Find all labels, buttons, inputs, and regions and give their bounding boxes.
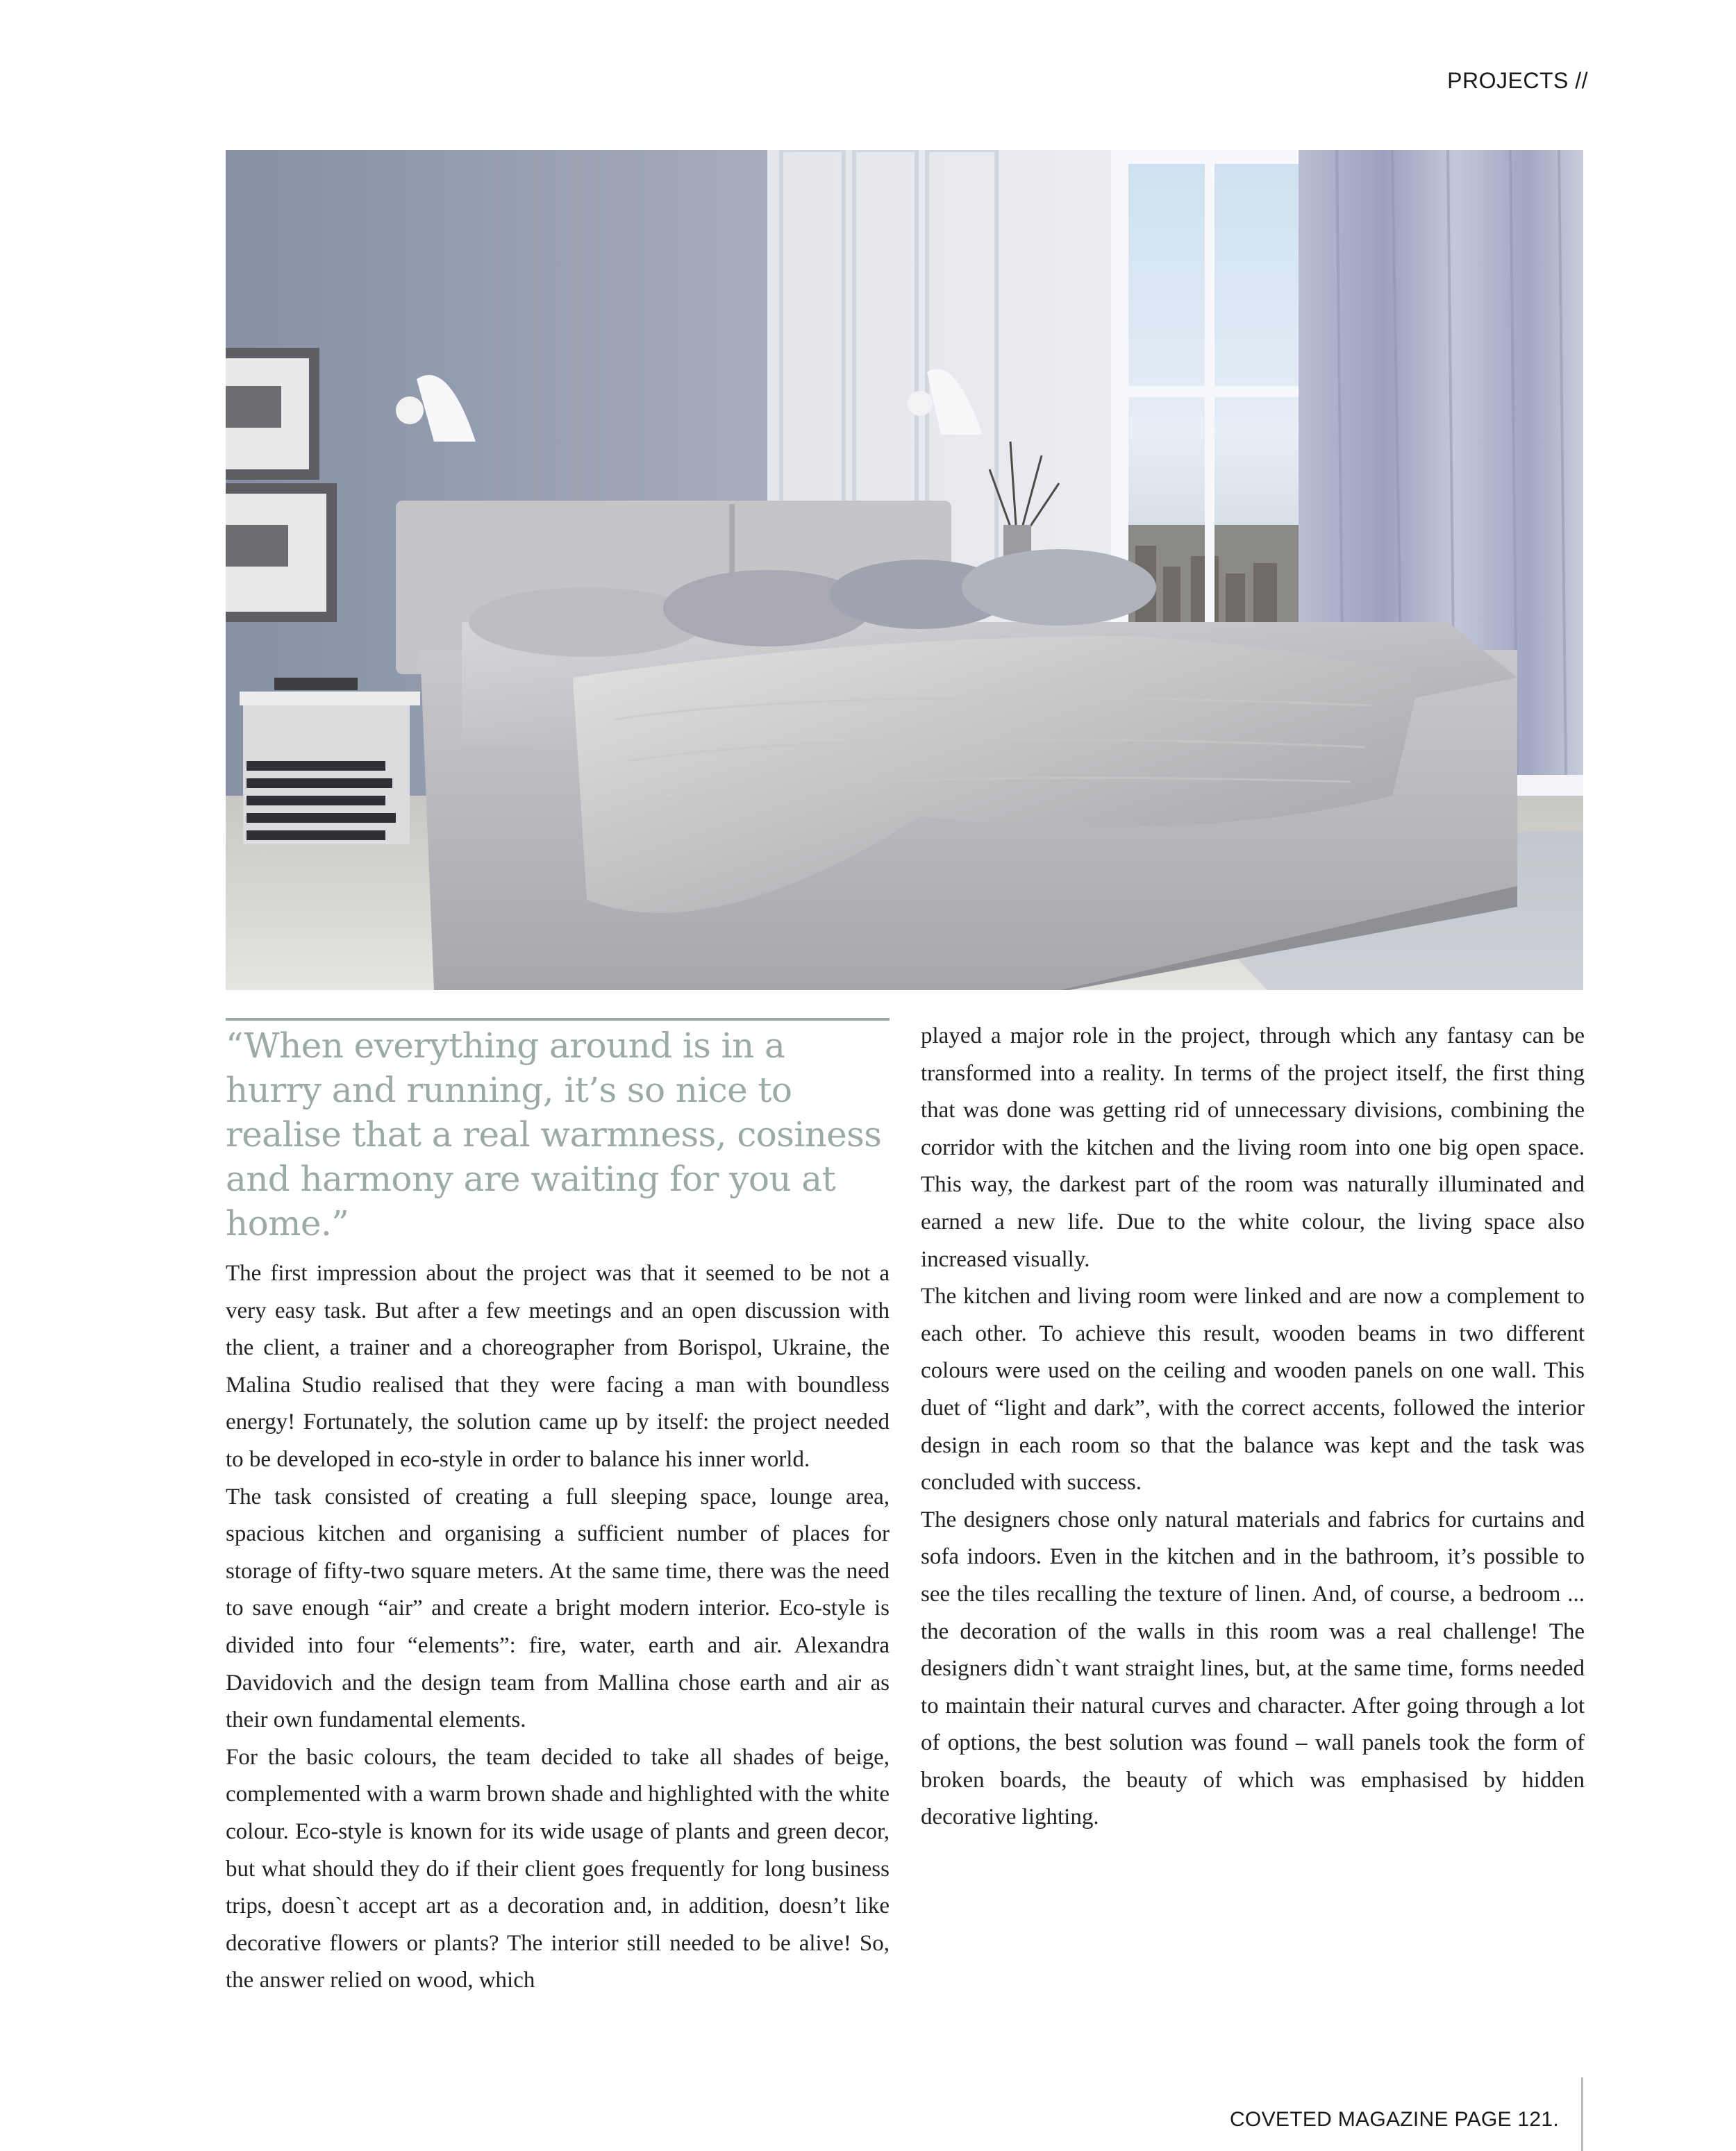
page-footer: COVETED MAGAZINE PAGE 121. xyxy=(1229,2108,1559,2131)
body-paragraph: The task consisted of creating a full sleeping space, lounge area, spacious kitchen and organising a sufficient number of places for storage of fifty-two square meters. At the same time, there was the need to save enough “air” and create a bright modern interior. Eco-style is divided into four “elements”: fire, water, earth and air. Alexandra Davidovich and the design team from Mallina chose earth and air as their own fundamental elements. xyxy=(226,1484,890,1733)
body-paragraph: For the basic colours, the team decided to take all shades of beige, complemented with a warm brown shade and highlighted with the white colour. Eco-style is known for its wide usage of plants and green decor, but what should they do if their client goes frequently for long business trips, doesn`t accept art as a decoration and, in addition, doesn’t like decorative flowers or plants? The interior still needed to be alive! So, the answer relied on wood, which xyxy=(226,1744,890,1993)
section-label: PROJECTS // xyxy=(1447,68,1588,93)
body-paragraph: played a major role in the project, through which any fantasy can be transformed into a reality. In terms of the project itself, the first thing that was done was getting rid of unnecessary divisions, combining the corridor with the kitchen and the living room into one big open space. This way, the darkest part of the room was naturally illuminated and earned a new life. Due to the white colour, the living space also increased visually. xyxy=(921,1023,1585,1272)
body-paragraph: The kitchen and living room were linked and are now a complement to each other. To achieve this result, wooden beams in two different colours were used on the ceiling and wooden panels on one wall. This duet of “light and dark”, with the correct accents, followed the interior design in each room so that the balance was kept and the task was concluded with success. xyxy=(921,1284,1585,1496)
left-body-text xyxy=(226,1255,890,2000)
pull-quote: “When everything around is in a hurry and running, it’s so nice to realise that a real warmness, cosiness and harmony are waiting for you at home.” xyxy=(226,1026,882,1244)
article-column-right xyxy=(921,1018,1585,1836)
article-column-left xyxy=(226,1018,890,2000)
pull-quote-rule xyxy=(226,1018,890,1021)
right-body-text xyxy=(921,1018,1585,1836)
body-paragraph: The designers chose only natural materials and fabrics for curtains and sofa indoors. Even in the kitchen and in the bathroom, it’s possible to see the tiles recalling the texture of linen. And, of course, a bedroom ... the decoration of the walls in this room was a real challenge! The designers didn`t want straight lines, but, at the same time, forms needed to maintain their natural curves and character. After going through a lot of options, the best solution was found – wall panels took the form of broken boards, the beauty of which was emphasised by hidden decorative lighting. xyxy=(921,1507,1585,1830)
footer-divider xyxy=(1581,2077,1583,2151)
hero-bedroom-image xyxy=(226,150,1583,990)
body-paragraph: The first impression about the project was that it seemed to be not a very easy task. But after a few meetings and an open discussion with the client, a trainer and a choreographer from Borispol, Ukraine, the Malina Studio realised that they were facing a man with boundless energy! Fortunately, the solution came up by itself: the project needed to be developed in eco-style in order to balance his inner world. xyxy=(226,1261,890,1472)
